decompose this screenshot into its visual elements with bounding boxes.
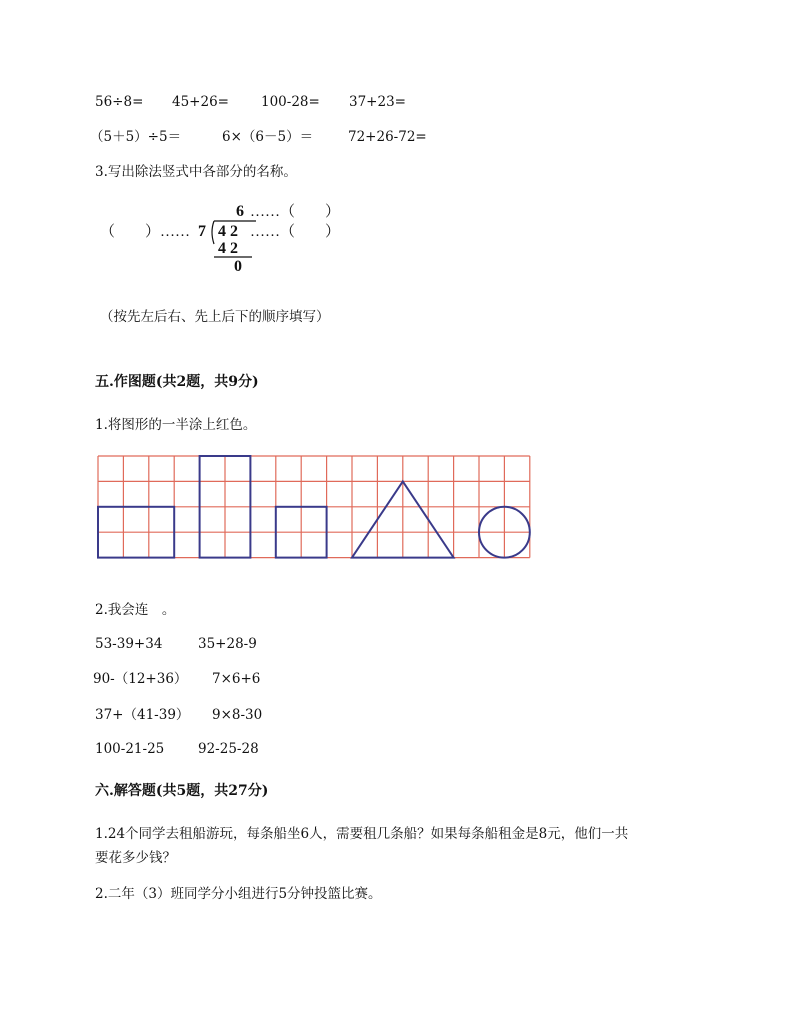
link-left-4: 100-21-25 [95,741,165,757]
link-right-4: 92-25-28 [198,741,259,757]
section6-q1-line1: 1.24个同学去租船游玩，每条船坐6人，需要租几条船？如果每条船租金是8元，他们一共 [95,826,629,842]
link-left-3: 37+（41-39） [95,707,190,723]
section6-title: 六.解答题(共5题，共27分) [95,783,269,799]
calc-5: （5＋5）÷5＝ [90,129,182,145]
divisor: 7 [198,223,206,240]
quotient: 6 [236,203,244,220]
quotient-label: ……（ ） [250,204,341,220]
divisor-label: （ ）…… [100,224,191,240]
product: 4 2 [218,240,238,257]
section6-q1-line2: 要花多少钱？ [95,850,176,866]
section5-q1: 1.将图形的一半涂上红色。 [95,417,257,433]
calc-6: 6×（6－5）＝ [222,129,314,145]
link-right-2: 7×6+6 [212,671,261,687]
link-left-2: 90-（12+36） [93,671,188,687]
q3-title: 3.写出除法竖式中各部分的名称。 [95,164,297,180]
section6-q2: 2.二年（3）班同学分小组进行5分钟投篮比赛。 [95,886,382,902]
section5-title: 五.作图题(共2题，共9分) [95,374,259,390]
calc-3: 100-28= [261,94,320,110]
section5-q2: 2.我会连 。 [95,602,176,618]
dividend-label: ……（ ） [250,224,341,240]
dividend: 4 2 [218,223,238,240]
calc-1: 56÷8= [95,94,144,110]
calc-7: 72+26-72= [348,129,427,145]
calc-2: 45+26= [172,94,229,110]
link-right-3: 9×8-30 [212,707,263,723]
q3-note: （按先左后右、先上后下的顺序填写） [100,309,330,325]
link-left-1: 53-39+34 [95,636,163,652]
link-right-1: 35+28-9 [198,636,257,652]
remainder: 0 [234,258,242,275]
calc-4: 37+23= [349,94,406,110]
